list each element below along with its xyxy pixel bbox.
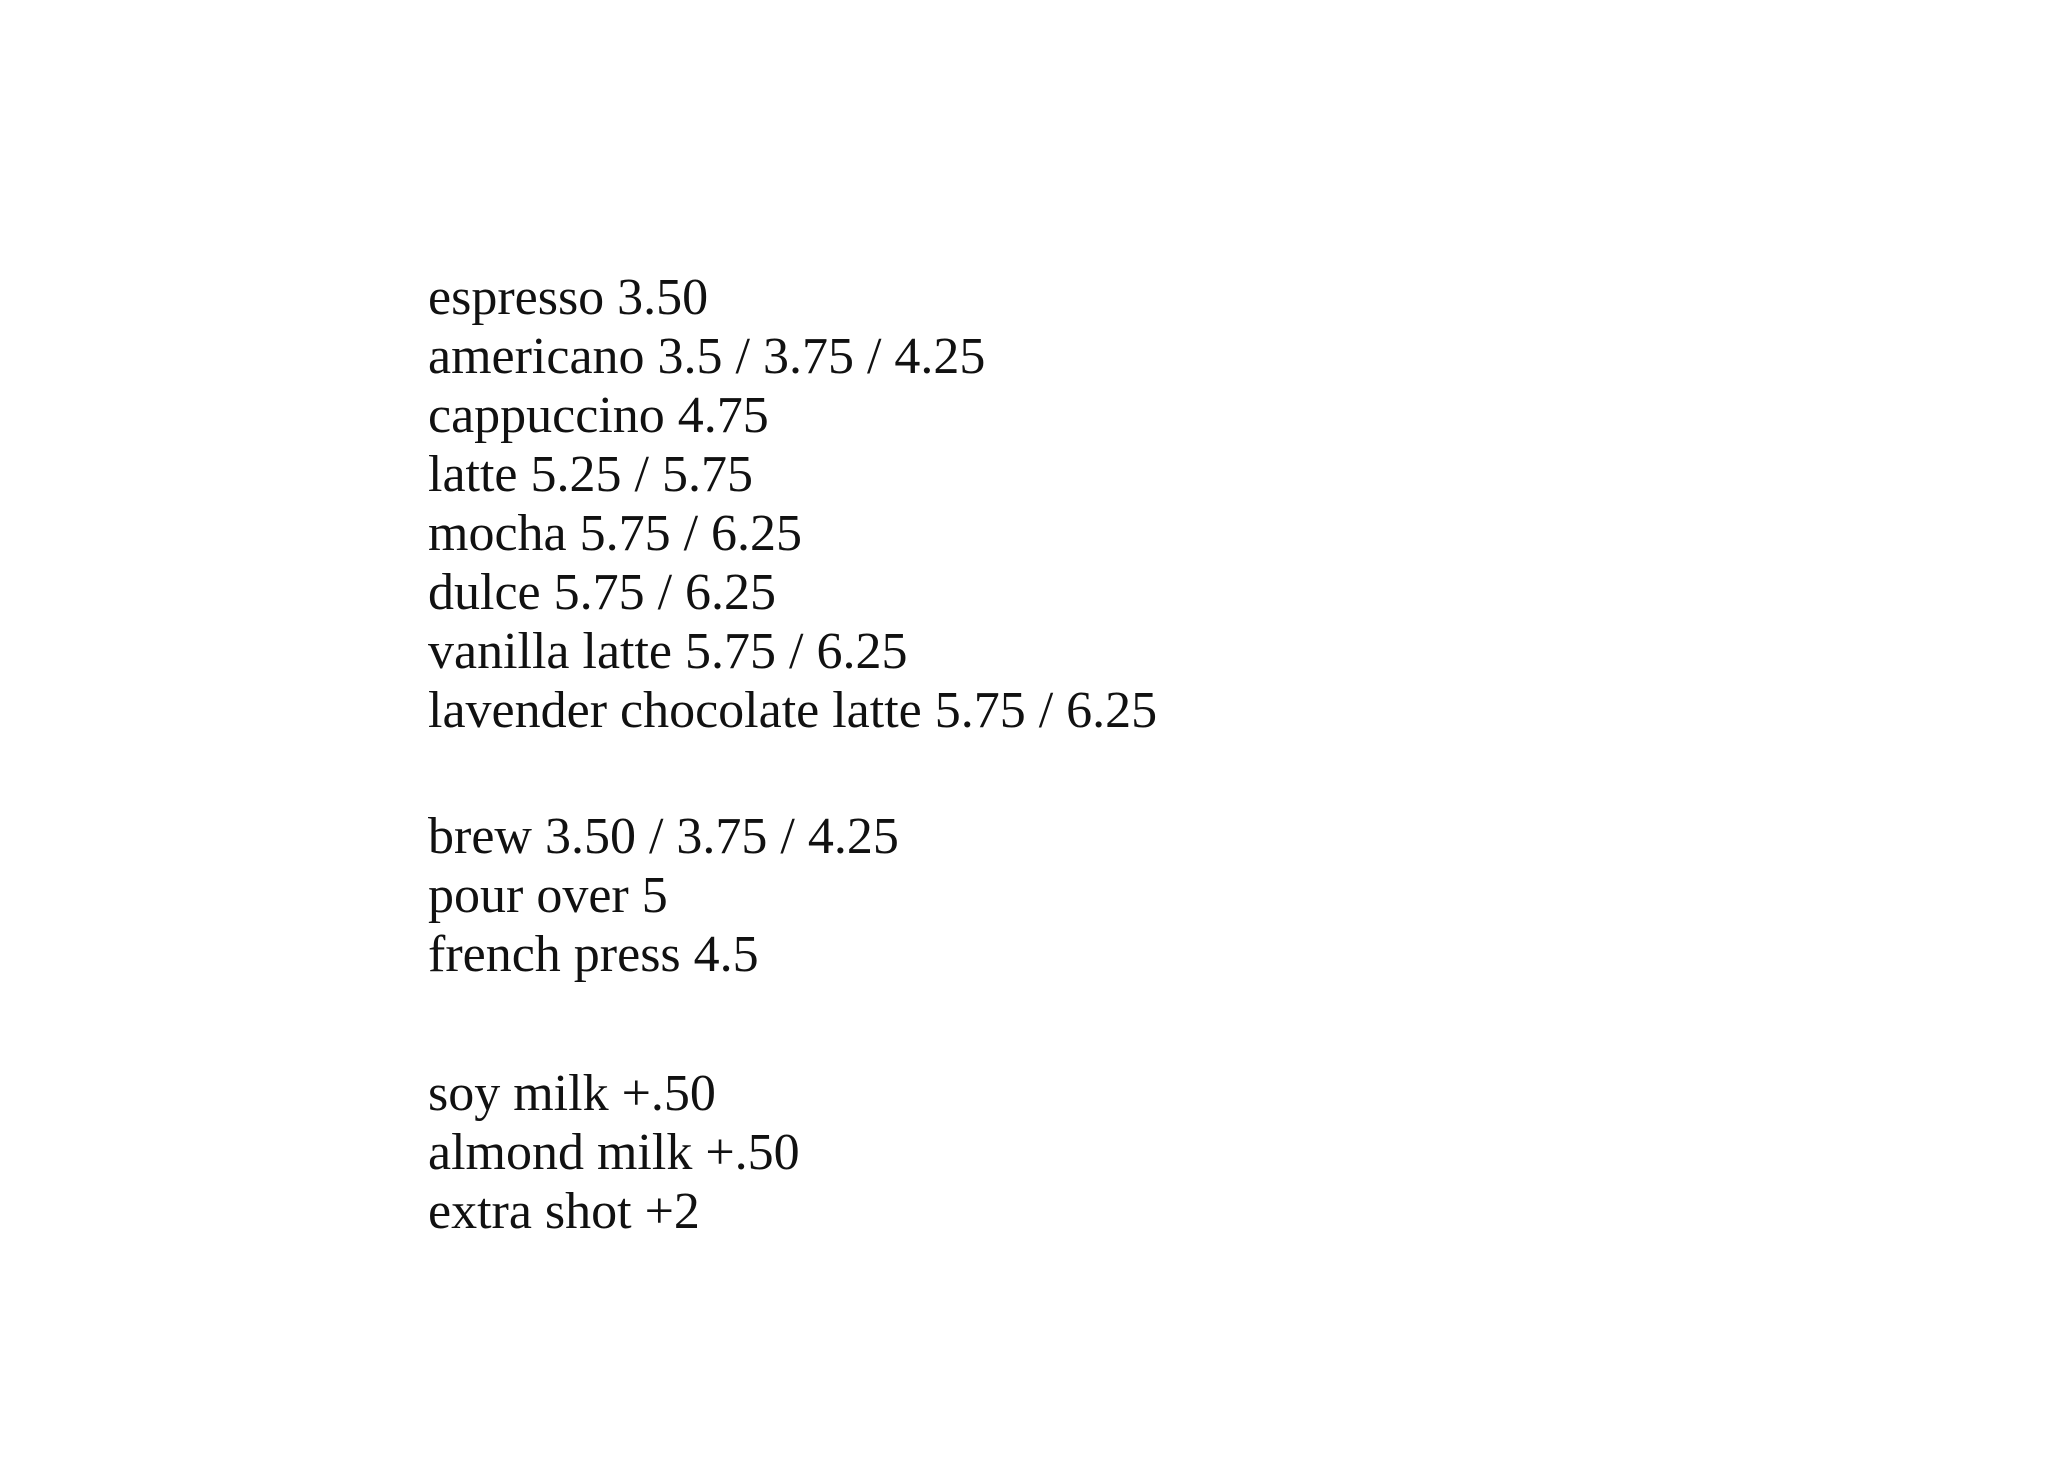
menu-item-americano: americano 3.5 / 3.75 / 4.25 xyxy=(428,328,986,385)
menu-item-espresso: espresso 3.50 xyxy=(428,269,709,326)
menu-item-mocha: mocha 5.75 / 6.25 xyxy=(428,505,803,562)
menu-item-pour-over: pour over 5 xyxy=(428,867,668,924)
price-list xyxy=(428,268,1728,1241)
menu-item-lavender-chocolate-latte: lavender chocolate latte 5.75 / 6.25 xyxy=(428,682,1158,739)
menu-item-dulce: dulce 5.75 / 6.25 xyxy=(428,564,777,621)
menu-item-extra-shot: extra shot +2 xyxy=(428,1183,700,1240)
menu-item-cappuccino: cappuccino 4.75 xyxy=(428,387,769,444)
menu-item-vanilla-latte: vanilla latte 5.75 / 6.25 xyxy=(428,623,908,680)
menu-item-french-press: french press 4.5 xyxy=(428,926,759,983)
brewed-coffee-section xyxy=(428,807,1728,984)
menu-item-brew: brew 3.50 / 3.75 / 4.25 xyxy=(428,808,899,865)
menu-item-latte: latte 5.25 / 5.75 xyxy=(428,446,753,503)
espresso-drinks-section xyxy=(428,268,1728,740)
menu-item-almond-milk: almond milk +.50 xyxy=(428,1124,800,1181)
extras-section xyxy=(428,1064,1728,1241)
menu-item-soy-milk: soy milk +.50 xyxy=(428,1065,716,1122)
